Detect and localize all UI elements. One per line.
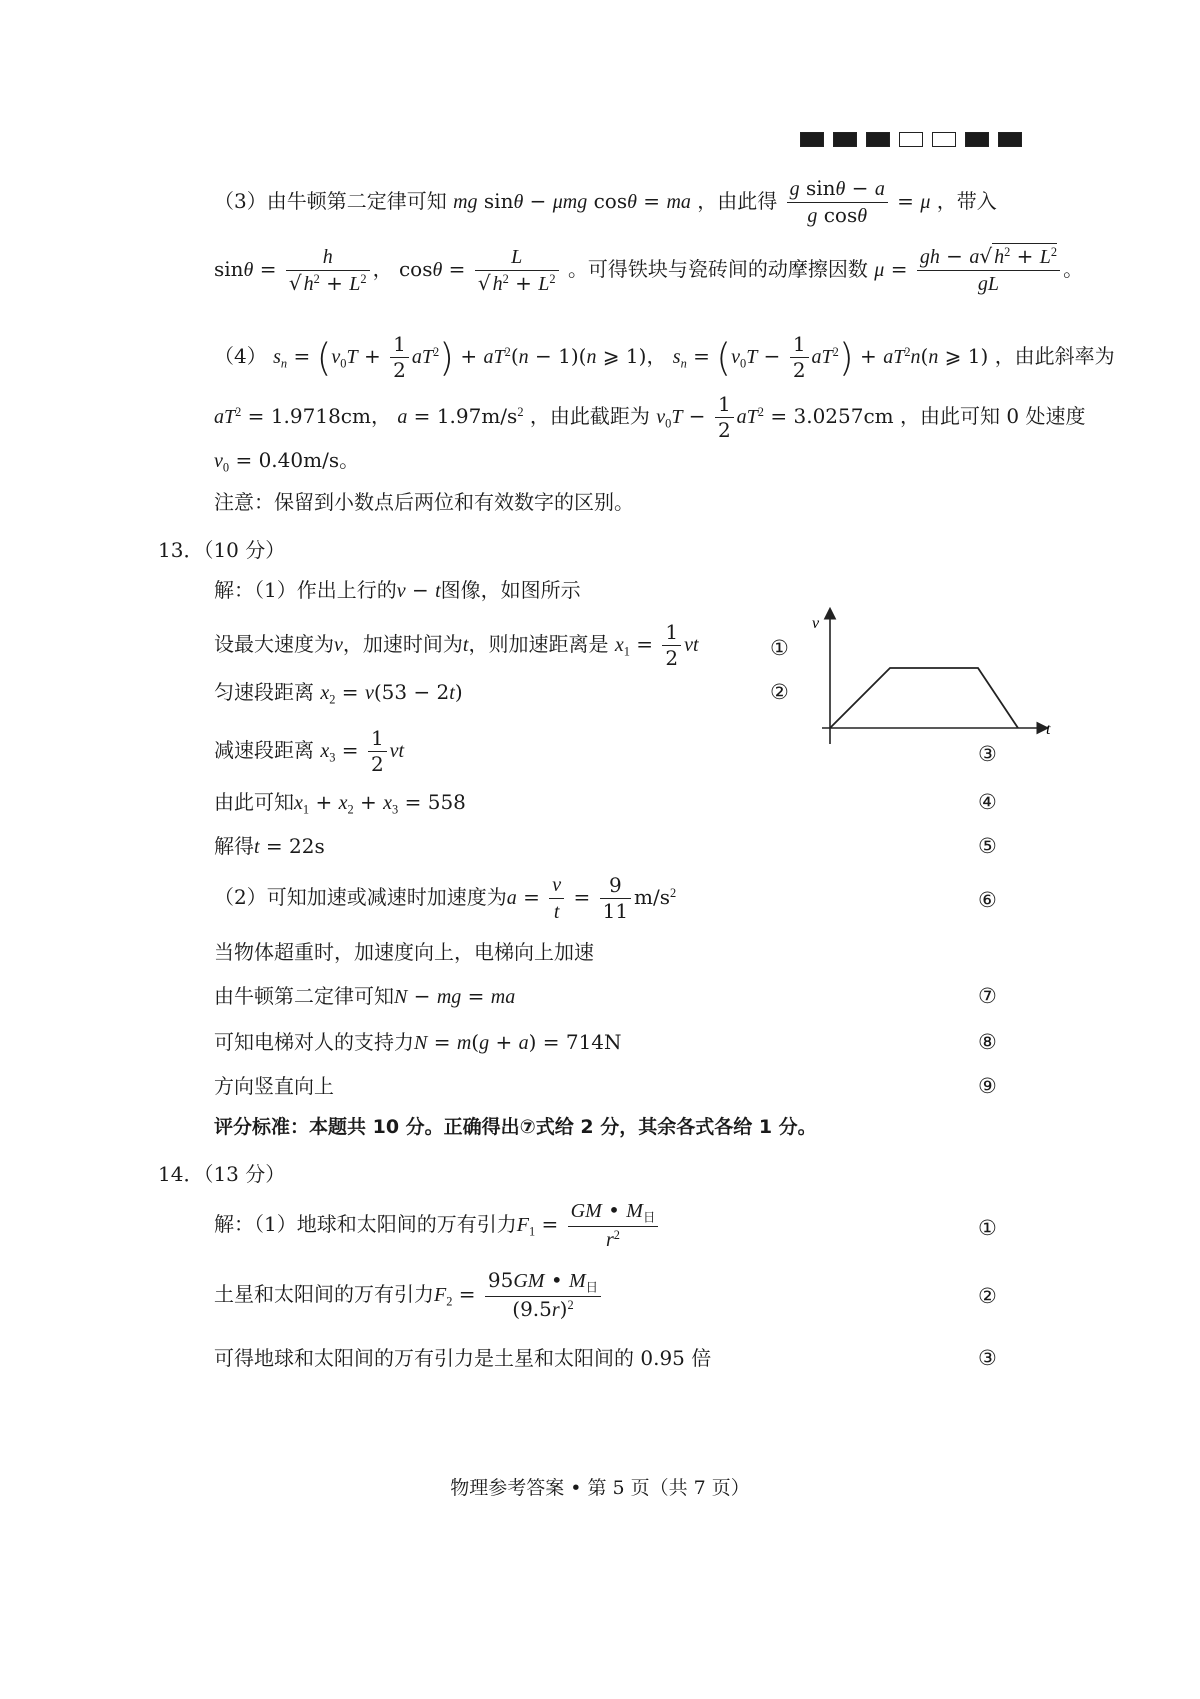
header-mark bbox=[866, 132, 890, 147]
part4-text: （4） bbox=[214, 344, 267, 368]
equation-marker-3: ③ bbox=[978, 742, 997, 766]
part4-text: ，由此截距为 bbox=[529, 404, 650, 428]
q14-line3: 可得地球和太阳间的万有引力是土星和太阳间的 0.95 倍 bbox=[214, 1346, 712, 1370]
equation-marker-9: ⑨ bbox=[978, 1074, 997, 1098]
slope-value: 1.9718cm bbox=[270, 404, 371, 428]
equation-marker-8: ⑧ bbox=[978, 1030, 997, 1054]
t-axis-label: t bbox=[1046, 721, 1051, 738]
question-13-heading: 13．（10 分） bbox=[158, 538, 286, 562]
v-axis-label: v bbox=[812, 615, 820, 632]
equation-marker-5: ⑤ bbox=[978, 834, 997, 858]
q13-line3: 匀速段距离 $x_2 = v(53 - 2t)$ bbox=[214, 680, 463, 707]
equation-marker-4: ④ bbox=[978, 790, 997, 814]
header-mark bbox=[899, 132, 923, 147]
q13-line10: 可知电梯对人的支持力N = m(g + a) = 714N bbox=[214, 1030, 622, 1054]
equation-marker-2b: ② bbox=[978, 1284, 997, 1308]
equation-marker-7: ⑦ bbox=[978, 984, 997, 1008]
formula-fraction: $\frac{gh - a√ h^2 + L^2}{gL}$ bbox=[917, 244, 1060, 297]
q14-line1: 解：（1）地球和太阳间的万有引力$F_1$ = $\frac{GM • M_日}{r^2}$ bbox=[214, 1198, 661, 1253]
accel-value: 1.97m/s bbox=[436, 404, 518, 428]
part3-text: 。可得铁块与瓷砖间的动摩擦因数 bbox=[567, 257, 868, 281]
equation-marker-3b: ③ bbox=[978, 1346, 997, 1370]
q13-line11: 方向竖直向上 bbox=[214, 1074, 334, 1098]
part4-text: ，由此斜率为 bbox=[994, 344, 1115, 368]
q13-line6: 解得t = 22s bbox=[214, 834, 325, 858]
q13-line4: 减速段距离 $x_3$ = $\frac{1}{2}$ vt bbox=[214, 726, 405, 776]
q13-line1: 解：（1）作出上行的v − t图像，如图所示 bbox=[214, 578, 581, 602]
header-mark bbox=[965, 132, 989, 147]
note: 注意：保留到小数点后两位和有效数字的区别。 bbox=[214, 490, 634, 514]
part3-text: ，由此得 bbox=[697, 189, 778, 213]
q13-scoring: 评分标准：本题共 10 分。正确得出⑦式给 2 分，其余各式各给 1 分。 bbox=[214, 1116, 817, 1138]
q13-line7: （2）可知加速或减速时加速度为a = $\frac{v}{t}$ = $\frac{9}{11}$ $m/s^2$ bbox=[214, 873, 677, 923]
part3-line2: sinθ = $\frac{h}{√ h^2 + L^2}$ ， cosθ = $\frac{L}{√ h^2 + L^2}$ 。可得铁块与瓷砖间的动摩擦因数 μ = $\frac{gh - a√ h^2 + L^2}{gL}$ 。 bbox=[214, 244, 1084, 295]
part4-line1: （4） $s_n = (v_0T$ + $\frac{1}{2}$ $aT^2) + aT^2(n - 1)(n$ ⩾ 1)， $s_n = (v_0T$ − $\frac{1}{2}$ $aT^2) + aT^2n(n$ ⩾ 1) ，由此斜率为 bbox=[214, 332, 1115, 382]
part3-text: ，带入 bbox=[936, 189, 997, 213]
equation-marker-6: ⑥ bbox=[978, 888, 997, 912]
part3-line1: （3）由牛顿第二定律可知 mg sinθ − μmg cosθ = ma ，由此得 $\frac{\text{g sinθ − a}}{\text{g cosθ}}$ = μ ，带入 bbox=[214, 176, 997, 227]
q13-line8: 当物体超重时，加速度向上，电梯向上加速 bbox=[214, 940, 594, 964]
q13-line5: 由此可知$x_1 + x_2 + x_3 = 558$ bbox=[214, 790, 466, 817]
formula-fraction: $\frac{L}{√ h^2 + L^2}$ bbox=[475, 244, 559, 297]
intercept-value: 3.0257cm bbox=[793, 404, 894, 428]
q13-line9: 由牛顿第二定律可知N − mg = ma bbox=[214, 984, 516, 1008]
formula-fraction: $\frac{\text{g sinθ − a}}{\text{g cosθ}}$ bbox=[787, 176, 888, 229]
page-footer: 物理参考答案 • 第 5 页（共 7 页） bbox=[450, 1477, 750, 1499]
equation-marker-2: ② bbox=[770, 680, 789, 704]
header-mark bbox=[833, 132, 857, 147]
v0-value: 0.40m/s bbox=[258, 448, 340, 472]
question-14-heading: 14．（13 分） bbox=[158, 1162, 286, 1186]
trapezoid-curve bbox=[830, 668, 1018, 728]
q13-line2: 设最大速度为v，加速时间为t，则加速距离是 $x_1$ = $\frac{1}{2}$ vt bbox=[214, 620, 699, 670]
header-marks bbox=[800, 132, 1040, 150]
equation-marker-1: ① bbox=[770, 636, 789, 660]
header-mark bbox=[932, 132, 956, 147]
part4-text: ，由此可知 0 处速度 bbox=[900, 404, 1086, 428]
q14-line2: 土星和太阳间的万有引力$F_2$ = $\frac{95GM • M_日}{(9.5r)^2}$ bbox=[214, 1268, 604, 1323]
part4-line2: $aT^2 = 1.9718cm$， $a = 1.97m/s^2$ ，由此截距为 $v_0T$ − $\frac{1}{2}$ $aT^2 = 3.0257cm$ ，由此可知 0 处速度 bbox=[214, 392, 1086, 442]
formula-fraction: $\frac{h}{√ h^2 + L^2}$ bbox=[286, 244, 370, 297]
header-mark bbox=[800, 132, 824, 147]
velocity-time-graph bbox=[800, 604, 1060, 749]
part4-line3: $v_0 = 0.40m/s$。 bbox=[214, 448, 360, 475]
header-mark bbox=[998, 132, 1022, 147]
equation-marker-1b: ① bbox=[978, 1216, 997, 1240]
part3-text: （3）由牛顿第二定律可知 bbox=[214, 189, 447, 213]
